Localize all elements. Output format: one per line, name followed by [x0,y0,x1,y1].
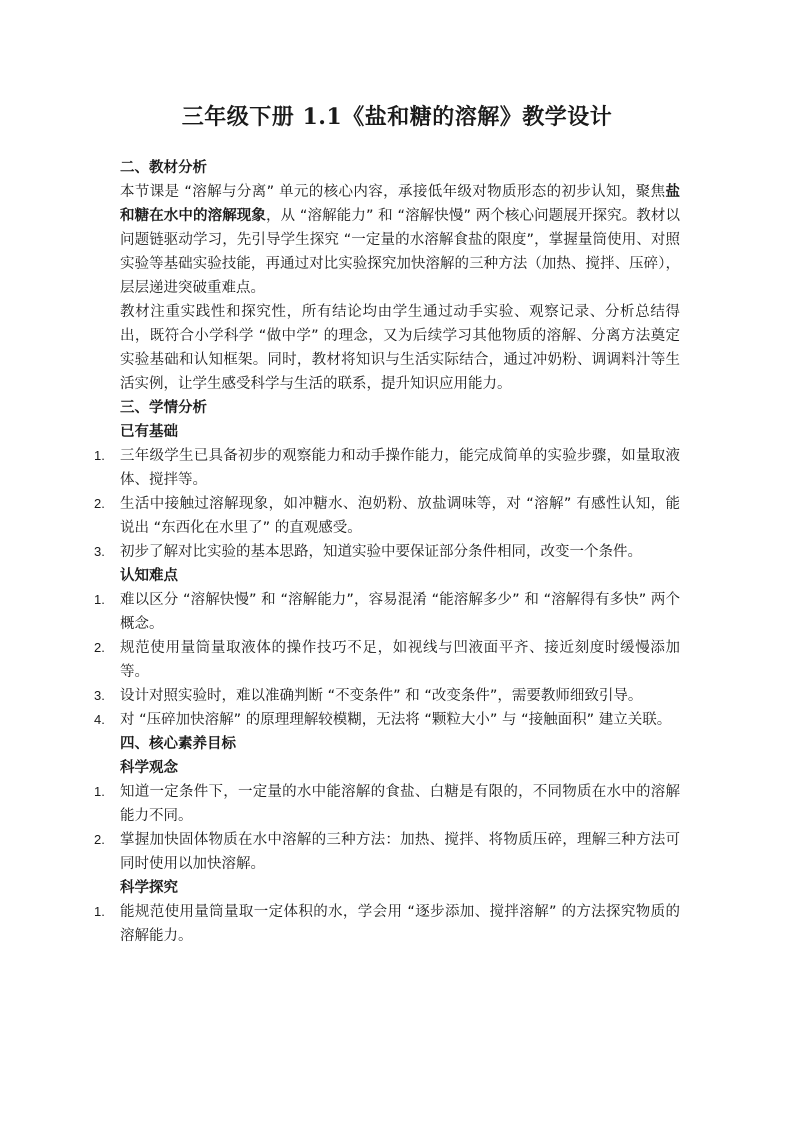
paragraph-material-1-part-a: 本节课是 “溶解与分离” 单元的核心内容，承接低年级对物质形态的初步认知，聚焦 [120,184,666,200]
list-item-number: 2. [94,496,105,511]
list-item [94,540,680,564]
list-science-inquiry [94,900,680,948]
list-item-number: 2. [94,832,105,847]
list-item [94,444,680,492]
list-item-text: 难以区分 “溶解快慢” 和 “溶解能力”，容易混淆 “能溶解多少” 和 “溶解得有多快” 两个概念。 [120,592,680,632]
list-item-number: 2. [94,640,105,655]
paragraph-material-1 [120,180,680,300]
document-body [94,156,681,948]
list-science-concept [94,780,680,876]
list-item [94,828,680,876]
list-item [94,708,680,732]
list-cognitive-difficulty [94,588,680,732]
list-item [94,588,680,636]
subheading-existing-basis: 已有基础 [120,424,178,440]
list-item-number: 1. [94,448,105,463]
section-heading-core-goals: 四、核心素养目标 [120,736,236,752]
list-item-number: 1. [94,592,105,607]
list-existing-basis [94,444,680,564]
list-item-text: 对 “压碎加快溶解” 的原理理解较模糊，无法将 “颗粒大小” 与 “接触面积” 建立关联。 [120,712,672,728]
list-item-text: 初步了解对比实验的基本思路，知道实验中要保证部分条件相同，改变一个条件。 [120,544,642,560]
document-title: 三年级下册 1.1《盐和糖的溶解》教学设计 [181,104,613,130]
list-item-text: 知道一定条件下，一定量的水中能溶解的食盐、白糖是有限的，不同物质在水中的溶解能力不同。 [120,784,680,824]
list-item [94,492,680,540]
list-item-text: 能规范使用量筒量取一定体积的水，学会用 “逐步添加、搅拌溶解” 的方法探究物质的溶解能力。 [120,904,680,944]
list-item-number: 1. [94,904,105,919]
section-heading-material-analysis: 二、教材分析 [120,160,207,176]
list-item [94,780,680,828]
list-item-text: 三年级学生已具备初步的观察能力和动手操作能力，能完成简单的实验步骤，如量取液体、搅拌等。 [120,448,680,488]
section-heading-student-analysis: 三、学情分析 [120,400,207,416]
paragraph-material-1-bold: 盐和糖在水中的溶解现象 [120,184,680,224]
subheading-science-inquiry: 科学探究 [120,880,178,896]
subheading-cognitive-difficulty: 认知难点 [120,568,178,584]
list-item-number: 4. [94,712,105,727]
list-item-number: 1. [94,784,105,799]
list-item-text: 生活中接触过溶解现象，如冲糖水、泡奶粉、放盐调味等，对 “溶解” 有感性认知，能说出 “东西化在水里了” 的直观感受。 [120,496,680,536]
list-item [94,684,680,708]
paragraph-material-2: 教材注重实践性和探究性，所有结论均由学生通过动手实验、观察记录、分析总结得出，既符合小学科学 “做中学” 的理念，又为后续学习其他物质的溶解、分离方法奠定实验基础和认知框架。同时，教材将知识与生活实际结合，通过冲奶粉、调调料汁等生活实例，让学生感受科学与生活的联系，提升知识应用能力。 [120,304,680,392]
paragraph-material-1-part-b: ，从 “溶解能力” 和 “溶解快慢” 两个核心问题展开探究。教材以问题链驱动学习，先引导学生探究 “一定量的水溶解食盐的限度”，掌握量筒使用、对照实验等基础实验技能，再通过对比实验探究加快溶解的三种方法（加热、搅拌、压碎），层层递进突破重难点。 [120,208,681,296]
list-item-number: 3. [94,688,105,703]
list-item [94,636,680,684]
list-item-text: 掌握加快固体物质在水中溶解的三种方法：加热、搅拌、将物质压碎，理解三种方法可同时使用以加快溶解。 [120,832,680,872]
subheading-science-concept: 科学观念 [120,760,178,776]
list-item-number: 3. [94,544,105,559]
list-item-text: 规范使用量筒量取液体的操作技巧不足，如视线与凹液面平齐、接近刻度时缓慢添加等。 [120,640,680,680]
list-item [94,900,680,948]
list-item-text: 设计对照实验时，难以准确判断 “不变条件” 和 “改变条件”，需要教师细致引导。 [120,688,643,704]
